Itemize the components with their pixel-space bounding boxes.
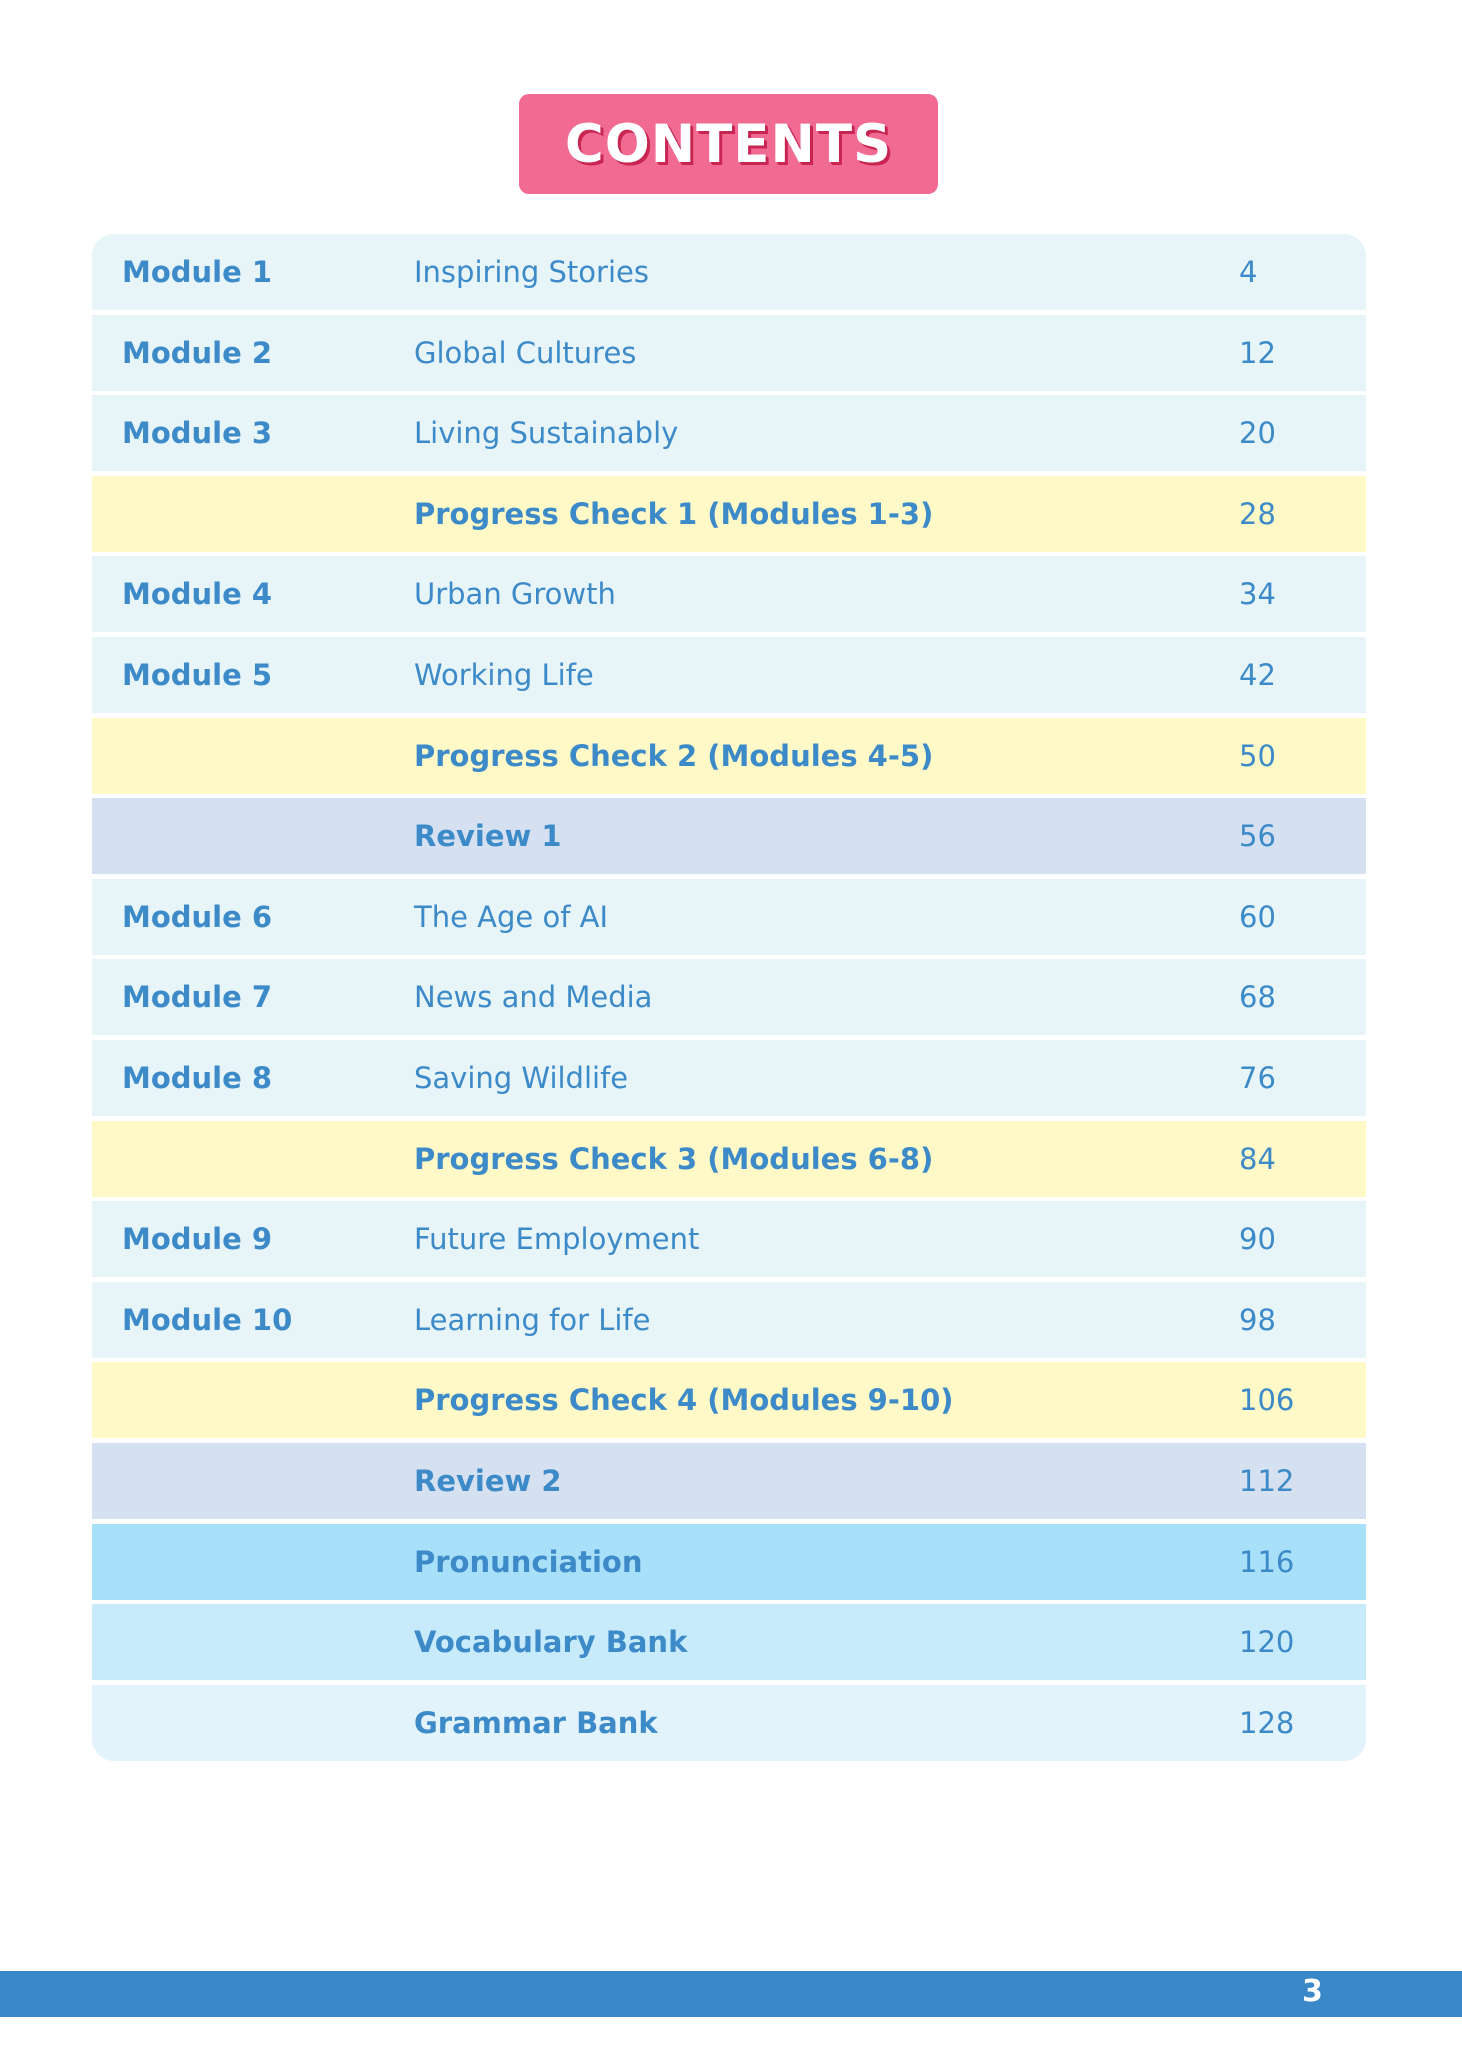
section-title: Review 1 [414, 819, 562, 854]
toc-row-pron[interactable] [92, 1524, 1366, 1600]
toc-row-module[interactable] [92, 1040, 1366, 1116]
module-label: Module 4 [122, 577, 273, 612]
page-ref: 42 [1239, 657, 1276, 692]
page-ref: 128 [1239, 1705, 1295, 1740]
toc-row-module[interactable] [92, 395, 1366, 471]
toc-row-check[interactable] [92, 718, 1366, 794]
toc-row-review[interactable] [92, 798, 1366, 874]
toc-row-module[interactable] [92, 637, 1366, 713]
module-label: Module 1 [122, 255, 273, 289]
section-title: Progress Check 3 (Modules 6-8) [414, 1141, 934, 1176]
section-title: Progress Check 1 (Modules 1-3) [414, 496, 934, 531]
page-ref: 116 [1239, 1544, 1295, 1579]
module-label: Module 7 [122, 980, 273, 1015]
section-title: Pronunciation [414, 1544, 643, 1579]
page-ref: 12 [1239, 335, 1276, 370]
section-title: Inspiring Stories [414, 255, 649, 289]
toc-row-module[interactable] [92, 1201, 1366, 1277]
toc-row-module[interactable] [92, 879, 1366, 955]
toc-row-review[interactable] [92, 1443, 1366, 1519]
section-title: Progress Check 4 (Modules 9-10) [414, 1383, 954, 1418]
contents-title: CONTENTS [564, 113, 893, 175]
section-title: Saving Wildlife [414, 1060, 629, 1095]
section-title: Urban Growth [414, 577, 616, 612]
page-ref: 84 [1239, 1141, 1276, 1176]
toc-row-vocab[interactable] [92, 1604, 1366, 1680]
module-label: Module 3 [122, 416, 273, 451]
page-ref: 34 [1239, 577, 1276, 612]
page-ref: 98 [1239, 1302, 1276, 1337]
page-ref: 90 [1239, 1222, 1276, 1257]
section-title: Review 2 [414, 1463, 562, 1498]
page-ref: 20 [1239, 416, 1276, 451]
footer-bar [0, 1971, 1462, 2017]
module-label: Module 9 [122, 1222, 273, 1257]
toc-row-check[interactable] [92, 1121, 1366, 1197]
page-ref: 112 [1239, 1463, 1295, 1498]
page-ref: 28 [1239, 496, 1276, 531]
module-label: Module 2 [122, 335, 273, 370]
section-title: Progress Check 2 (Modules 4-5) [414, 738, 934, 773]
page-ref: 50 [1239, 738, 1276, 773]
toc-row-module[interactable] [92, 959, 1366, 1035]
page-number: 3 [1302, 1974, 1323, 2009]
section-title: Vocabulary Bank [414, 1625, 688, 1660]
page-ref: 4 [1239, 255, 1258, 289]
section-title: Global Cultures [414, 335, 637, 370]
contents-title-banner [519, 94, 938, 194]
toc-row-module[interactable] [92, 556, 1366, 632]
toc-row-module[interactable] [92, 315, 1366, 391]
section-title: Grammar Bank [414, 1705, 658, 1740]
module-label: Module 6 [122, 899, 273, 934]
module-label: Module 8 [122, 1060, 273, 1095]
table-of-contents [92, 234, 1366, 1761]
toc-row-module[interactable] [92, 234, 1366, 310]
page-ref: 76 [1239, 1060, 1276, 1095]
page-ref: 120 [1239, 1625, 1295, 1660]
section-title: Working Life [414, 657, 594, 692]
module-label: Module 5 [122, 657, 273, 692]
toc-row-gram[interactable] [92, 1685, 1366, 1761]
section-title: Learning for Life [414, 1302, 651, 1337]
section-title: The Age of AI [414, 899, 609, 934]
toc-row-check[interactable] [92, 476, 1366, 552]
section-title: Living Sustainably [414, 416, 679, 451]
page-ref: 106 [1239, 1383, 1295, 1418]
toc-row-module[interactable] [92, 1282, 1366, 1358]
module-label: Module 10 [122, 1302, 293, 1337]
section-title: Future Employment [414, 1222, 700, 1257]
page-ref: 56 [1239, 819, 1276, 854]
toc-row-check[interactable] [92, 1362, 1366, 1438]
section-title: News and Media [414, 980, 653, 1015]
page-ref: 60 [1239, 899, 1276, 934]
page-ref: 68 [1239, 980, 1276, 1015]
